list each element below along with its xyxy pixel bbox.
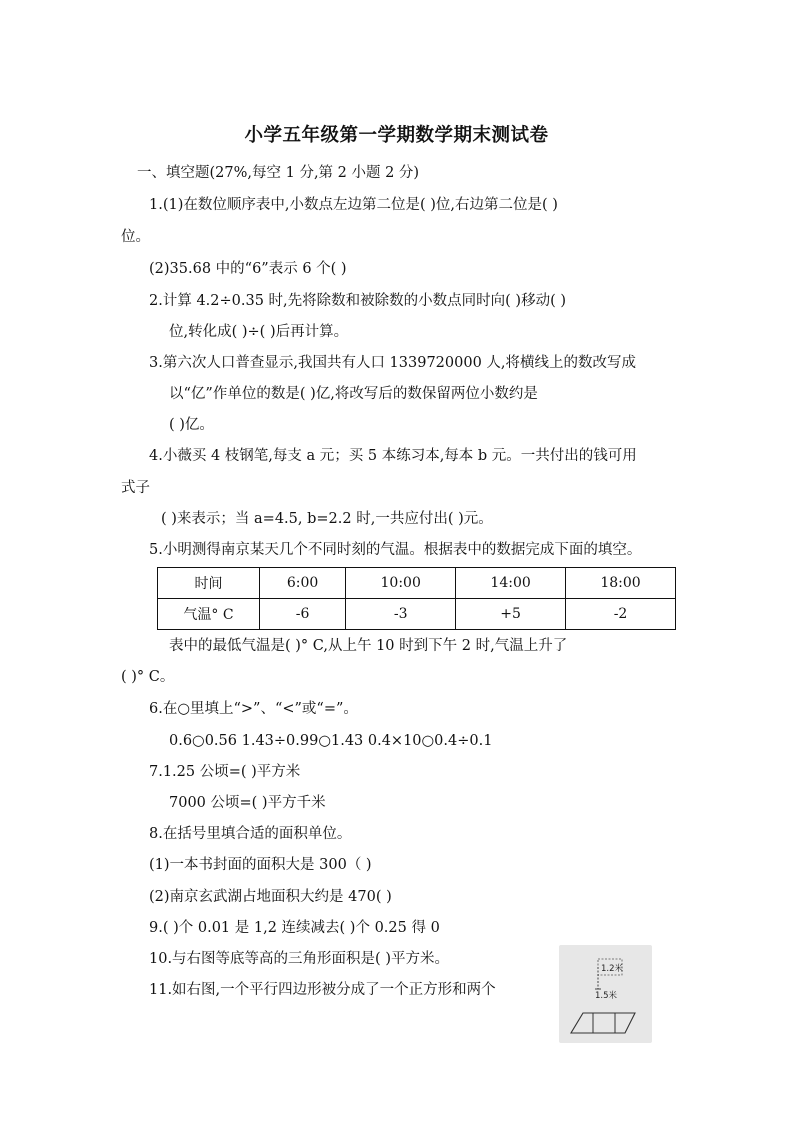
parallelogram-shape — [571, 1013, 635, 1033]
question-8-line-2: (1)一本书封面的面积大是 300（ ) — [149, 857, 372, 873]
question-8-line-1: 8.在括号里填合适的面积单位。 — [149, 826, 352, 842]
table-row — [158, 599, 676, 630]
table-cell: -6 — [260, 599, 346, 630]
table-cell: 10:00 — [346, 568, 456, 599]
question-5-intro: 5.小明测得南京某天几个不同时刻的气温。根据表中的数据完成下面的填空。 — [149, 542, 642, 558]
table-cell: 6:00 — [260, 568, 346, 599]
question-3-line-3: ( )亿。 — [169, 417, 214, 433]
table-header-row — [158, 568, 676, 599]
question-7-line-2: 7000 公顷=( )平方千米 — [169, 795, 326, 811]
question-3-line-1: 3.第六次人口普查显示,我国共有人口 1339720000 人,将横线上的数改写成 — [149, 355, 637, 371]
question-3-line-2: 以“亿”作单位的数是( )亿,将改写后的数保留两位小数约是 — [169, 386, 538, 402]
question-8-line-3: (2)南京玄武湖占地面积大约是 470( ) — [149, 889, 392, 905]
question-6-line-1: 6.在○里填上“>”、“<”或“=”。 — [149, 701, 358, 717]
label-bottom: 1.5米 — [595, 991, 618, 1001]
question-5-line-1: 表中的最低气温是( )° C,从上午 10 时到下午 2 时,气温上升了 — [169, 638, 568, 654]
question-6-line-2: 0.6○0.56 1.43÷0.99○1.43 0.4×10○0.4÷0.1 — [169, 733, 493, 749]
parallelogram-figure — [559, 945, 652, 1043]
table-cell: 18:00 — [566, 568, 676, 599]
question-4-line-3: ( )来表示；当 a=4.5, b=2.2 时,一共应付出( )元。 — [161, 511, 493, 527]
temperature-table — [157, 567, 676, 630]
question-1-part-1: 1.(1)在数位顺序表中,小数点左边第二位是( )位,右边第二位是( ) — [149, 197, 558, 213]
question-2-line-1: 2.计算 4.2÷0.35 时,先将除数和被除数的小数点同时向( )移动( ) — [149, 293, 567, 309]
question-5-line-2: ( )° C。 — [121, 669, 175, 685]
label-top: 1.2米 — [601, 964, 624, 974]
table-cell: 气温° C — [158, 599, 260, 630]
table-cell: 时间 — [158, 568, 260, 599]
question-2-line-2: 位,转化成( )÷( )后再计算。 — [169, 324, 349, 340]
question-1-part-1-cont: 位。 — [121, 229, 150, 245]
question-11: 11.如右图,一个平行四边形被分成了一个正方形和两个 — [149, 982, 496, 998]
question-4-line-1: 4.小薇买 4 枝钢笔,每支 a 元；买 5 本练习本,每本 b 元。一共付出的钱可用 — [149, 448, 637, 464]
table-cell: -2 — [566, 599, 676, 630]
question-9: 9.( )个 0.01 是 1,2 连续减去( )个 0.25 得 0 — [149, 920, 440, 936]
table-cell: +5 — [456, 599, 566, 630]
table-cell: -3 — [346, 599, 456, 630]
question-10: 10.与右图等底等高的三角形面积是( )平方米。 — [149, 951, 449, 967]
question-7-line-1: 7.1.25 公顷=( )平方米 — [149, 764, 301, 780]
question-4-line-2: 式子 — [121, 480, 150, 496]
table-cell: 14:00 — [456, 568, 566, 599]
page-title: 小学五年级第一学期数学期末测试卷 — [244, 125, 549, 146]
question-1-part-2: (2)35.68 中的“6”表示 6 个( ) — [149, 261, 347, 277]
section-heading: 一、填空题(27%,每空 1 分,第 2 小题 2 分) — [137, 165, 420, 181]
